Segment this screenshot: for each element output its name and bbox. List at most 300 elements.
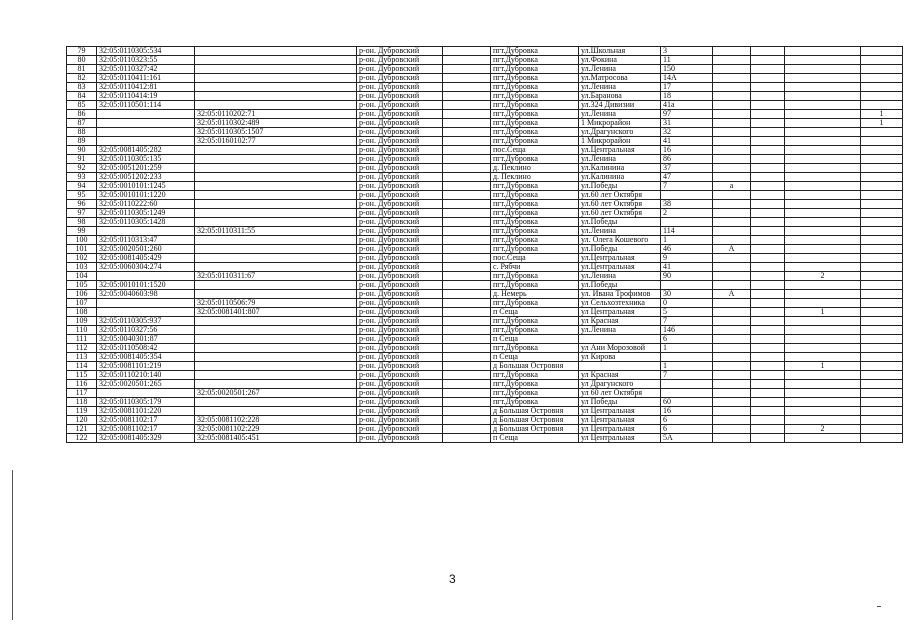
- cell-count: [861, 398, 903, 407]
- cell-letter: [713, 425, 751, 434]
- cell-district: р-он. Дубровский: [357, 290, 443, 299]
- cell-house: 97: [661, 110, 713, 119]
- cell-house: 9: [661, 254, 713, 263]
- cell-flat: [785, 371, 861, 380]
- cell-count: [861, 308, 903, 317]
- cell-row-number: 105: [67, 281, 97, 290]
- cell-cadastral-number-2: 32:05:0110506:79: [195, 299, 357, 308]
- cell-letter: [713, 272, 751, 281]
- cell-cadastral-number-2: [195, 371, 357, 380]
- cell-house: 17: [661, 83, 713, 92]
- cell-cadastral-number: 32:05:0110210:140: [97, 371, 195, 380]
- cell-letter: [713, 146, 751, 155]
- cell-cadastral-number: [97, 110, 195, 119]
- cell-row-number: 108: [67, 308, 97, 317]
- cell-letter: [713, 362, 751, 371]
- cell-row-number: 85: [67, 101, 97, 110]
- cell-letter: [713, 155, 751, 164]
- cell-street: ул.Калинина: [579, 173, 661, 182]
- cell-flat: [785, 101, 861, 110]
- cell-extra: [443, 182, 491, 191]
- cell-count: [861, 362, 903, 371]
- cell-extra: [443, 128, 491, 137]
- cell-extra: [443, 119, 491, 128]
- cell-settlement: д. Немерь: [491, 290, 579, 299]
- cell-district: р-он. Дубровский: [357, 344, 443, 353]
- cell-settlement: пгт.Дубровка: [491, 380, 579, 389]
- page-number: 3: [449, 572, 456, 586]
- cell-row-number: 83: [67, 83, 97, 92]
- cell-building: [751, 191, 785, 200]
- cell-street: ул.60 лет Октября: [579, 209, 661, 218]
- cell-count: [861, 83, 903, 92]
- cell-letter: А: [713, 245, 751, 254]
- cell-building: [751, 416, 785, 425]
- cell-extra: [443, 407, 491, 416]
- cell-street: ул.60 лет Октября: [579, 200, 661, 209]
- cell-count: [861, 191, 903, 200]
- cell-cadastral-number: [97, 308, 195, 317]
- cell-cadastral-number: 32:05:0081405:282: [97, 146, 195, 155]
- cell-cadastral-number: [97, 389, 195, 398]
- cell-count: [861, 200, 903, 209]
- cell-settlement: пгт.Дубровка: [491, 398, 579, 407]
- cell-building: [751, 218, 785, 227]
- cell-cadastral-number-2: [195, 101, 357, 110]
- cell-letter: [713, 434, 751, 443]
- cell-flat: 1: [785, 362, 861, 371]
- cell-count: [861, 56, 903, 65]
- cell-count: [861, 281, 903, 290]
- cell-cadastral-number-2: [195, 398, 357, 407]
- cell-street: ул.Матросова: [579, 74, 661, 83]
- cell-building: [751, 137, 785, 146]
- cell-building: [751, 119, 785, 128]
- cell-house: [661, 191, 713, 200]
- cell-building: [751, 128, 785, 137]
- cell-flat: [785, 227, 861, 236]
- cell-building: [751, 245, 785, 254]
- cell-row-number: 94: [67, 182, 97, 191]
- cell-count: [861, 173, 903, 182]
- cell-letter: [713, 326, 751, 335]
- cell-cadastral-number-2: 32:05:0160102:77: [195, 137, 357, 146]
- cell-cadastral-number-2: [195, 245, 357, 254]
- cell-extra: [443, 272, 491, 281]
- cell-street: ул.Ленина: [579, 155, 661, 164]
- cell-cadastral-number: 32:05:0110305:1249: [97, 209, 195, 218]
- cell-row-number: 82: [67, 74, 97, 83]
- cell-letter: [713, 299, 751, 308]
- cell-letter: [713, 335, 751, 344]
- cell-row-number: 81: [67, 65, 97, 74]
- cell-extra: [443, 434, 491, 443]
- cell-cadastral-number: [97, 272, 195, 281]
- cell-letter: [713, 101, 751, 110]
- cell-building: [751, 371, 785, 380]
- cell-cadastral-number-2: [195, 182, 357, 191]
- cell-row-number: 104: [67, 272, 97, 281]
- cell-letter: [713, 389, 751, 398]
- cell-cadastral-number-2: [195, 65, 357, 74]
- cell-street: ул Кирова: [579, 353, 661, 362]
- table-row: [67, 101, 903, 110]
- cell-cadastral-number: 32:05:0081405:354: [97, 353, 195, 362]
- cell-cadastral-number-2: [195, 254, 357, 263]
- cell-building: [751, 47, 785, 56]
- cell-count: [861, 101, 903, 110]
- cell-row-number: 86: [67, 110, 97, 119]
- table-row: [67, 254, 903, 263]
- cell-settlement: пгт.Дубровка: [491, 209, 579, 218]
- cell-flat: [785, 164, 861, 173]
- cell-letter: [713, 92, 751, 101]
- cell-street: ул.Победы: [579, 182, 661, 191]
- cell-row-number: 95: [67, 191, 97, 200]
- cell-count: [861, 146, 903, 155]
- cell-extra: [443, 137, 491, 146]
- cell-building: [751, 155, 785, 164]
- cell-flat: [785, 200, 861, 209]
- cell-count: [861, 380, 903, 389]
- cell-house: 16: [661, 407, 713, 416]
- cell-house: 41: [661, 137, 713, 146]
- cell-settlement: пгт.Дубровка: [491, 65, 579, 74]
- cell-building: [751, 344, 785, 353]
- cell-street: ул.Ленина: [579, 326, 661, 335]
- cell-count: 1: [861, 110, 903, 119]
- cell-extra: [443, 425, 491, 434]
- cell-cadastral-number: 32:05:0010101:1220: [97, 191, 195, 200]
- cell-extra: [443, 254, 491, 263]
- cell-street: ул Красная: [579, 317, 661, 326]
- cell-letter: [713, 227, 751, 236]
- cell-row-number: 101: [67, 245, 97, 254]
- cell-row-number: 122: [67, 434, 97, 443]
- cell-district: р-он. Дубровский: [357, 155, 443, 164]
- table-row: [67, 389, 903, 398]
- cell-cadastral-number-2: [195, 263, 357, 272]
- cell-flat: [785, 137, 861, 146]
- cell-cadastral-number-2: [195, 47, 357, 56]
- table-row: [67, 281, 903, 290]
- cell-letter: [713, 407, 751, 416]
- table-row: [67, 191, 903, 200]
- cell-cadastral-number: 32:05:0040301:87: [97, 335, 195, 344]
- cell-extra: [443, 353, 491, 362]
- table-row: [67, 353, 903, 362]
- cell-cadastral-number-2: [195, 191, 357, 200]
- cell-flat: [785, 407, 861, 416]
- cell-cadastral-number: [97, 128, 195, 137]
- cell-street: ул.Фокина: [579, 56, 661, 65]
- cell-letter: [713, 83, 751, 92]
- cell-settlement: пгт.Дубровка: [491, 83, 579, 92]
- cell-house: 11: [661, 56, 713, 65]
- cell-house: [661, 380, 713, 389]
- cell-cadastral-number: 32:05:0110305:179: [97, 398, 195, 407]
- cell-extra: [443, 326, 491, 335]
- table-row: [67, 425, 903, 434]
- cell-settlement: п Сеща: [491, 434, 579, 443]
- cell-house: [661, 281, 713, 290]
- cell-house: 0: [661, 299, 713, 308]
- cell-flat: [785, 281, 861, 290]
- cell-street: ул.Центральная: [579, 254, 661, 263]
- cell-flat: [785, 416, 861, 425]
- cell-building: [751, 326, 785, 335]
- cell-row-number: 119: [67, 407, 97, 416]
- cell-cadastral-number: 32:05:0110305:135: [97, 155, 195, 164]
- cell-cadastral-number-2: [195, 326, 357, 335]
- cell-settlement: пгт.Дубровка: [491, 128, 579, 137]
- cell-row-number: 116: [67, 380, 97, 389]
- cell-settlement: пгт.Дубровка: [491, 272, 579, 281]
- table-row: [67, 416, 903, 425]
- cell-settlement: пгт.Дубровка: [491, 119, 579, 128]
- cell-letter: [713, 173, 751, 182]
- cell-cadastral-number: [97, 227, 195, 236]
- cell-cadastral-number: 32:05:0051202:233: [97, 173, 195, 182]
- cell-extra: [443, 65, 491, 74]
- scan-dot-mark: [877, 606, 881, 607]
- cell-letter: [713, 119, 751, 128]
- cell-flat: [785, 146, 861, 155]
- cell-cadastral-number-2: [195, 281, 357, 290]
- cell-settlement: пгт.Дубровка: [491, 110, 579, 119]
- cell-flat: [785, 263, 861, 272]
- cell-street: ул.Центральная: [579, 146, 661, 155]
- cell-district: р-он. Дубровский: [357, 434, 443, 443]
- cell-row-number: 91: [67, 155, 97, 164]
- cell-flat: 2: [785, 272, 861, 281]
- cell-street: ул Центральная: [579, 434, 661, 443]
- cell-flat: [785, 209, 861, 218]
- cell-count: [861, 335, 903, 344]
- cell-settlement: пгт.Дубровка: [491, 317, 579, 326]
- cell-count: [861, 272, 903, 281]
- cell-cadastral-number: 32:05:0110313:47: [97, 236, 195, 245]
- cell-flat: [785, 155, 861, 164]
- cell-extra: [443, 83, 491, 92]
- cell-row-number: 107: [67, 299, 97, 308]
- cell-house: 16: [661, 146, 713, 155]
- cell-extra: [443, 362, 491, 371]
- cell-letter: [713, 281, 751, 290]
- cell-district: р-он. Дубровский: [357, 263, 443, 272]
- cell-settlement: пгт.Дубровка: [491, 182, 579, 191]
- cell-district: р-он. Дубровский: [357, 353, 443, 362]
- cell-row-number: 100: [67, 236, 97, 245]
- cell-street: ул.Ленина: [579, 227, 661, 236]
- cell-district: р-он. Дубровский: [357, 416, 443, 425]
- cell-flat: [785, 83, 861, 92]
- table-row: [67, 128, 903, 137]
- cell-district: р-он. Дубровский: [357, 272, 443, 281]
- cell-count: [861, 92, 903, 101]
- cell-cadastral-number-2: [195, 155, 357, 164]
- cell-cadastral-number-2: [195, 335, 357, 344]
- cell-extra: [443, 299, 491, 308]
- cell-building: [751, 92, 785, 101]
- cell-extra: [443, 380, 491, 389]
- cell-district: р-он. Дубровский: [357, 245, 443, 254]
- cell-cadastral-number-2: [195, 173, 357, 182]
- cell-house: 146: [661, 326, 713, 335]
- table-row: [67, 137, 903, 146]
- cell-district: р-он. Дубровский: [357, 371, 443, 380]
- cell-building: [751, 65, 785, 74]
- cell-letter: [713, 308, 751, 317]
- cell-count: [861, 74, 903, 83]
- cell-cadastral-number-2: [195, 209, 357, 218]
- cell-district: р-он. Дубровский: [357, 119, 443, 128]
- cell-settlement: пгт.Дубровка: [491, 137, 579, 146]
- cell-street: ул Сельхозтехника: [579, 299, 661, 308]
- cell-flat: [785, 74, 861, 83]
- cell-district: р-он. Дубровский: [357, 101, 443, 110]
- cell-cadastral-number: [97, 299, 195, 308]
- cell-count: [861, 128, 903, 137]
- cell-street: ул Центральная: [579, 425, 661, 434]
- cell-district: р-он. Дубровский: [357, 47, 443, 56]
- table-row: [67, 407, 903, 416]
- cell-building: [751, 146, 785, 155]
- cell-building: [751, 407, 785, 416]
- cell-building: [751, 299, 785, 308]
- table-row: [67, 146, 903, 155]
- cell-cadastral-number: 32:05:0020501:260: [97, 245, 195, 254]
- cell-house: 7: [661, 371, 713, 380]
- cell-house: 41а: [661, 101, 713, 110]
- cell-row-number: 87: [67, 119, 97, 128]
- cell-letter: [713, 380, 751, 389]
- cell-cadastral-number-2: [195, 83, 357, 92]
- cell-count: [861, 344, 903, 353]
- cell-settlement: пгт.Дубровка: [491, 227, 579, 236]
- cell-count: [861, 263, 903, 272]
- cell-cadastral-number: 32:05:0110305:534: [97, 47, 195, 56]
- cell-street: ул.Школьная: [579, 47, 661, 56]
- cell-building: [751, 425, 785, 434]
- cell-row-number: 121: [67, 425, 97, 434]
- table-row: [67, 182, 903, 191]
- cell-settlement: п Сеща: [491, 335, 579, 344]
- cell-extra: [443, 155, 491, 164]
- table-row: [67, 317, 903, 326]
- cell-district: р-он. Дубровский: [357, 407, 443, 416]
- cell-row-number: 102: [67, 254, 97, 263]
- cell-street: ул. Олега Кошевого: [579, 236, 661, 245]
- cell-flat: [785, 389, 861, 398]
- cell-flat: 1: [785, 308, 861, 317]
- cell-count: [861, 254, 903, 263]
- table-row: [67, 272, 903, 281]
- cell-flat: [785, 182, 861, 191]
- cell-count: [861, 290, 903, 299]
- cell-row-number: 88: [67, 128, 97, 137]
- cell-extra: [443, 236, 491, 245]
- cell-district: р-он. Дубровский: [357, 362, 443, 371]
- cell-row-number: 93: [67, 173, 97, 182]
- cell-building: [751, 263, 785, 272]
- cell-house: [661, 353, 713, 362]
- table-row: [67, 335, 903, 344]
- cell-district: р-он. Дубровский: [357, 74, 443, 83]
- cell-row-number: 111: [67, 335, 97, 344]
- table-row: [67, 380, 903, 389]
- cell-row-number: 99: [67, 227, 97, 236]
- cell-cadastral-number: 32:05:0110412:81: [97, 83, 195, 92]
- cell-district: р-он. Дубровский: [357, 299, 443, 308]
- cell-extra: [443, 101, 491, 110]
- cell-district: р-он. Дубровский: [357, 380, 443, 389]
- cell-flat: [785, 47, 861, 56]
- cell-letter: [713, 137, 751, 146]
- cell-flat: [785, 353, 861, 362]
- cell-flat: [785, 254, 861, 263]
- cell-settlement: пгт.Дубровка: [491, 326, 579, 335]
- cell-cadastral-number-2: [195, 74, 357, 83]
- cell-cadastral-number-2: 32:05:0081405:451: [195, 434, 357, 443]
- cell-house: 6: [661, 425, 713, 434]
- cell-cadastral-number-2: [195, 92, 357, 101]
- cell-street: ул.Ленина: [579, 110, 661, 119]
- table-row: [67, 56, 903, 65]
- cell-extra: [443, 245, 491, 254]
- cell-letter: [713, 416, 751, 425]
- table-row: [67, 245, 903, 254]
- cell-district: р-он. Дубровский: [357, 398, 443, 407]
- cell-letter: [713, 65, 751, 74]
- cell-settlement: д Большая Островня: [491, 362, 579, 371]
- table-row: [67, 398, 903, 407]
- cell-cadastral-number: 32:05:0110411:161: [97, 74, 195, 83]
- cell-settlement: пгт.Дубровка: [491, 218, 579, 227]
- cell-cadastral-number: 32:05:0010101:1245: [97, 182, 195, 191]
- cell-settlement: д. Пеклино: [491, 173, 579, 182]
- cell-house: 1: [661, 236, 713, 245]
- cell-house: 37: [661, 164, 713, 173]
- cell-street: ул Красная: [579, 371, 661, 380]
- cell-settlement: д. Пеклино: [491, 164, 579, 173]
- cell-settlement: пос.Сеща: [491, 254, 579, 263]
- cell-cadastral-number: 32:05:0081405:329: [97, 434, 195, 443]
- cell-extra: [443, 209, 491, 218]
- cell-extra: [443, 47, 491, 56]
- cell-house: 90: [661, 272, 713, 281]
- cell-letter: [713, 218, 751, 227]
- table-row: [67, 308, 903, 317]
- cell-row-number: 80: [67, 56, 97, 65]
- cell-house: 86: [661, 155, 713, 164]
- table-row: [67, 47, 903, 56]
- table-row: [67, 173, 903, 182]
- cell-row-number: 113: [67, 353, 97, 362]
- cell-street: [579, 335, 661, 344]
- cell-settlement: пгт.Дубровка: [491, 344, 579, 353]
- cell-house: 6: [661, 335, 713, 344]
- cell-extra: [443, 281, 491, 290]
- cell-cadastral-number-2: [195, 146, 357, 155]
- cell-flat: [785, 110, 861, 119]
- cell-settlement: пгт.Дубровка: [491, 389, 579, 398]
- cell-building: [751, 209, 785, 218]
- cell-count: [861, 209, 903, 218]
- cell-house: 30: [661, 290, 713, 299]
- cell-street: ул Центральная: [579, 416, 661, 425]
- cell-building: [751, 398, 785, 407]
